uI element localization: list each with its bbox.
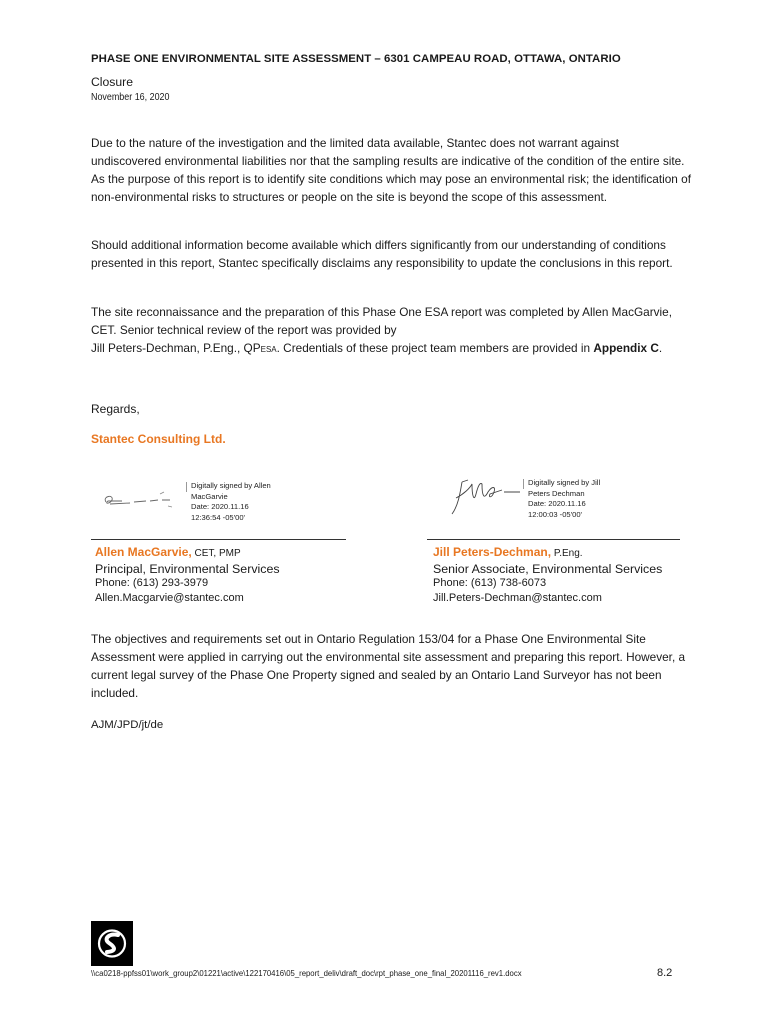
paragraph-warranty: Due to the nature of the investigation and the limited data available, Stantec does not warrant against undiscovered environmental liabilities nor that the sampling results are indicative of the condition of the entire site. As the purpose of this report is to identify site conditions which may pose an environmental risk; the identification of non-environmental risks to structures or people on the site is beyond the scope of this assessment. [91, 136, 691, 204]
credentials-text-2: Jill Peters-Dechman, P.Eng., QP [91, 341, 261, 355]
section-heading: Closure [91, 75, 133, 89]
credentials-text-3: . Credentials of these project team members are provided in [276, 341, 591, 355]
regards: Regards, [91, 402, 140, 416]
signatory-title: Principal, Environmental Services [95, 561, 280, 576]
stantec-logo-icon [91, 921, 133, 966]
appendix-reference: Appendix C [593, 341, 659, 355]
digital-sig-line: Peters Dechman [528, 488, 585, 498]
signatory-phone: Phone: (613) 738-6073 [433, 577, 547, 589]
page-number: 8.2 [657, 967, 673, 979]
digital-sig-line: MacGarvie [191, 491, 228, 501]
page-title: PHASE ONE ENVIRONMENTAL SITE ASSESSMENT – 6301 CAMPEAU ROAD, OTTAWA, ONTARIO [91, 53, 621, 65]
signatory-credentials: P.Eng. [551, 548, 583, 559]
company-name: Stantec Consulting Ltd. [91, 432, 226, 446]
signatory-name: Allen MacGarvie, [95, 545, 192, 559]
digital-sig-line: Digitally signed by Jill [528, 478, 601, 487]
author-initials: AJM/JPD/jt/de [91, 719, 164, 731]
signature-allen-image [100, 488, 190, 518]
digital-sig-line: 12:00:03 -05'00' [528, 509, 582, 519]
digital-sig-line: Date: 2020.11.16 [191, 502, 249, 511]
document-path: \\ca0218-ppfss01\work_group2\01221\active\122170416\05_report_deliv\draft_doc\rpt_phase_one_final_20201116_rev1.docx [91, 968, 522, 978]
report-date: November 16, 2020 [91, 92, 170, 103]
digital-signature-jill [528, 478, 600, 520]
digital-sig-line: Date: 2020.11.16 [528, 499, 586, 508]
credentials-text-1: The site reconnaissance and the preparation of this Phase One ESA report was completed by Allen MacGarvie, CET. Senior technical review of the report was provided by [91, 305, 672, 337]
paragraph-regulation: The objectives and requirements set out in Ontario Regulation 153/04 for a Phase One Environmental Site Assessment were applied in carrying out the environmental site assessment and preparing this report. However, a current legal survey of the Phase One Property signed and sealed by an Ontario Land Surveyor has not been included. [91, 632, 686, 700]
signatory-jill [433, 545, 662, 605]
signature-line-allen [91, 539, 346, 540]
paragraph-credentials [91, 303, 691, 359]
signature-jill-image [448, 474, 528, 520]
signatory-name: Jill Peters-Dechman, [433, 545, 552, 559]
signatory-allen [95, 545, 280, 605]
paragraph-disclaimer: Should additional information become available which differs significantly from our understanding of conditions presented in this report, Stantec specifically disclaims any responsibility to update the conclusions in this report. [91, 238, 673, 270]
signatory-phone: Phone: (613) 293-3979 [95, 577, 209, 589]
signature-line-jill [427, 539, 680, 540]
qp-subscript: ESA [260, 345, 277, 354]
credentials-text-end: . [658, 341, 663, 355]
signatory-title: Senior Associate, Environmental Services [433, 561, 663, 576]
signatory-credentials: CET, PMP [191, 548, 241, 559]
digital-signature-allen [191, 481, 271, 523]
signatory-email: Jill.Peters-Dechman@stantec.com [433, 591, 602, 604]
digital-sig-line: 12:36:54 -05'00' [191, 512, 245, 522]
digital-sig-line: Digitally signed by Allen [191, 481, 271, 490]
signatory-email: Allen.Macgarvie@stantec.com [95, 591, 244, 604]
